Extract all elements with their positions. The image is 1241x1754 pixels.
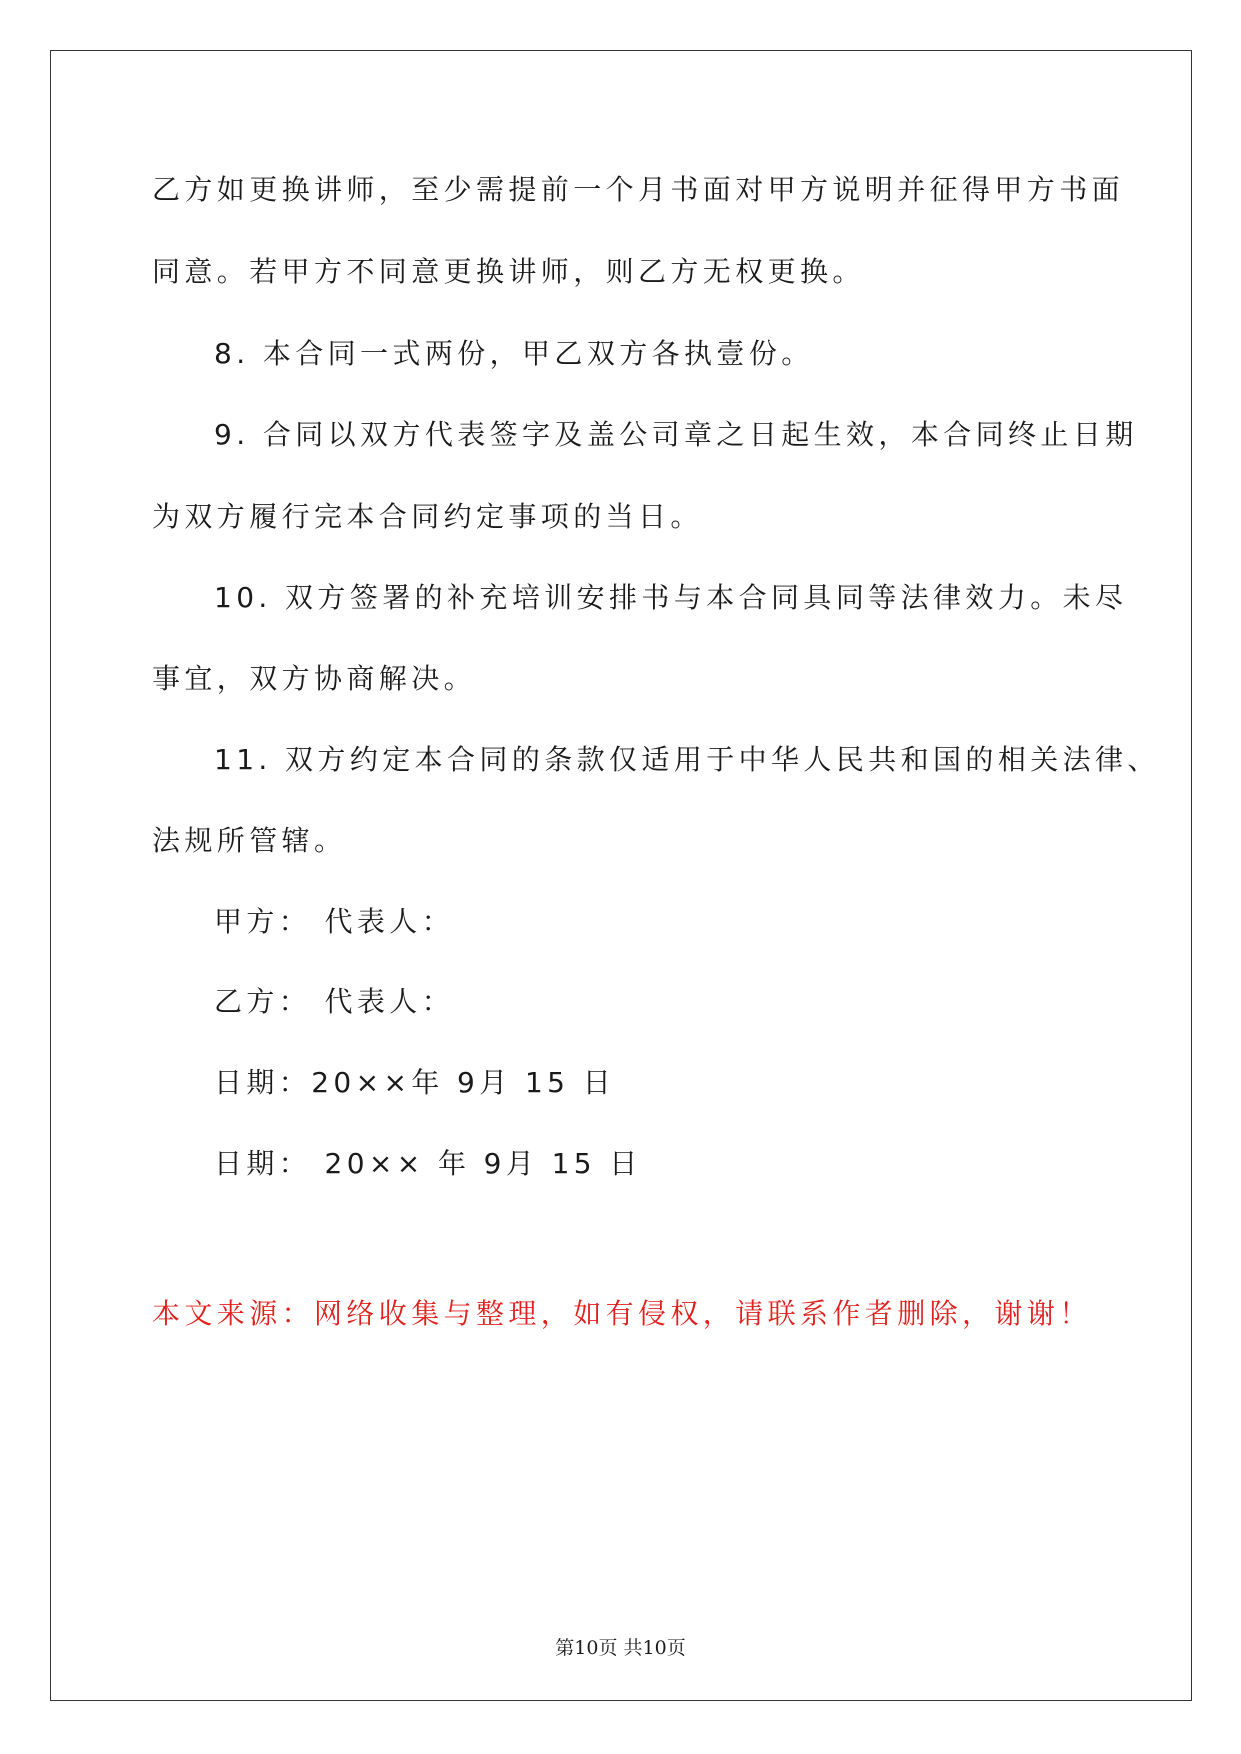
source-notice: 本文来源：网络收集与整理，如有侵权，请联系作者删除，谢谢！ — [152, 1297, 1092, 1330]
clause-10-line-1: 10. 双方签署的补充培训安排书与本合同具同等法律效力。未尽 — [214, 581, 1128, 614]
page-number: 第10页 共10页 — [555, 1637, 686, 1659]
body-line-2: 同意。若甲方不同意更换讲师，则乙方无权更换。 — [152, 255, 865, 288]
date-line-1: 日期：20××年 9月 15 日 — [214, 1066, 616, 1099]
page-border — [50, 50, 1192, 1701]
party-b-signature: 乙方： 代表人： — [214, 985, 455, 1018]
clause-10-line-2: 事宜，双方协商解决。 — [152, 662, 477, 695]
date-line-2: 日期： 20×× 年 9月 15 日 — [214, 1147, 642, 1180]
body-line-1: 乙方如更换讲师，至少需提前一个月书面对甲方说明并征得甲方书面 — [152, 173, 1125, 206]
clause-8: 8. 本合同一式两份，甲乙双方各执壹份。 — [214, 337, 814, 370]
clause-11-line-1: 11. 双方约定本合同的条款仅适用于中华人民共和国的相关法律、 — [214, 743, 1160, 776]
clause-9-line-2: 为双方履行完本合同约定事项的当日。 — [152, 500, 703, 533]
clause-11-line-2: 法规所管辖。 — [152, 824, 347, 857]
party-a-signature: 甲方： 代表人： — [214, 905, 455, 938]
clause-9-line-1: 9. 合同以双方代表签字及盖公司章之日起生效，本合同终止日期 — [214, 418, 1138, 451]
